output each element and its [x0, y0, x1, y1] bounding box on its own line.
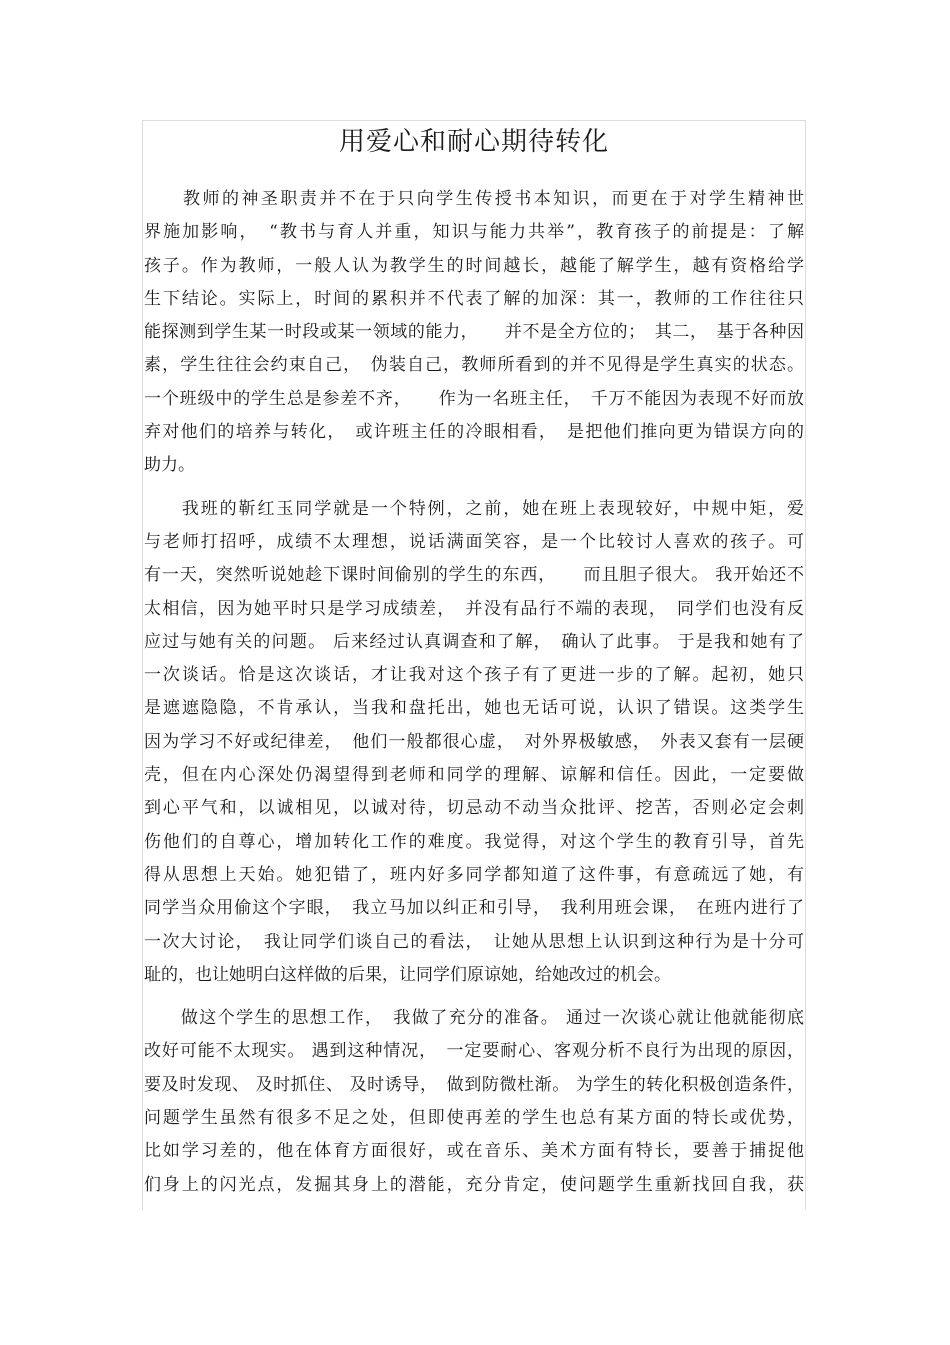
text-line: 壳，但在内心深处仍渴望得到老师和同学的理解、谅解和信任。因此，一定要做 [144, 765, 804, 786]
text-line: 是遮遮隐隐，不肯承认，当我和盘托出，她也无话可说，认识了错误。这类学生 [144, 698, 804, 719]
text-line: 太相信，因为她平时只是学习成绩差， 并没有品行不端的表现， 同学们也没有反 [144, 598, 804, 619]
document-title: 用爱心和耐心期待转化 [338, 127, 609, 157]
text-line: 应过与她有关的问题。 后来经过认真调查和了解， 确认了此事。 于是我和她有了 [144, 631, 804, 652]
text-line: 到心平气和，以诚相见，以诚对待，切忌动不动当众批评、挖苦，否则必定会刺 [144, 798, 804, 819]
paragraph-2 [144, 493, 804, 992]
text-line: 教师的神圣职责并不在于只向学生传授书本知识，而更在于对学生精神世 [144, 189, 804, 209]
text-line: 做这个学生的思想工作， 我做了充分的准备。 通过一次谈心就让他就能彻底 [144, 1008, 804, 1029]
text-line: 孩子。作为教师，一般人认为教学生的时间越长，越能了解学生，越有资格给学 [144, 255, 804, 276]
text-line: 一次大讨论， 我让同学们谈自己的看法， 让她从思想上认识到这种行为是十分可 [144, 931, 804, 952]
text-line: 助力。 [144, 455, 195, 476]
text-line: 因为学习不好或纪律差， 他们一般都很心虚， 对外界极敏感， 外表又套有一层硬 [144, 731, 804, 752]
text-line: 同学当众用偷这个字眼， 我立马加以纠正和引导， 我利用班会课， 在班内进行了 [144, 898, 804, 919]
text-line: 耻的，也让她明白这样做的后果，让同学们原谅她，给她改过的机会。 [144, 964, 671, 985]
document-body [144, 183, 804, 1212]
text-line: 我班的靳红玉同学就是一个特例，之前，她在班上表现较好，中规中矩，爱 [144, 498, 804, 519]
text-line: 问题学生虽然有很多不足之处，但即使再差的学生也总有某方面的特长或优势， [144, 1108, 804, 1129]
text-line: 生下结论。实际上，时间的累积并不代表了解的加深：其一，教师的工作往往只 [144, 288, 804, 309]
text-line: 弃对他们的培养与转化， 或许班主任的冷眼相看， 是把他们推向更为错误方向的 [144, 422, 804, 443]
text-line: 一次谈话。恰是这次谈话，才让我对这个孩子有了更进一步的了解。起初，她只 [144, 665, 804, 686]
text-line: 比如学习差的，他在体育方面很好，或在音乐、美术方面有特长，要善于捕捉他 [144, 1141, 804, 1162]
paragraph-1 [144, 183, 804, 483]
text-line: 伤他们的自尊心，增加转化工作的难度。我觉得，对这个学生的教育引导，首先 [144, 831, 804, 852]
text-line: 们身上的闪光点，发掘其身上的潜能，充分肯定，使问题学生重新找回自我，获 [144, 1174, 804, 1195]
text-line: 要及时发现、 及时抓住、 及时诱导， 做到防微杜渐。 为学生的转化积极创造条件， [144, 1074, 804, 1095]
text-line: 改好可能不太现实。 遇到这种情况， 一定要耐心、客观分析不良行为出现的原因， [144, 1041, 804, 1062]
text-line: 一个班级中的学生总是参差不齐， 作为一名班主任， 千万不能因为表现不好而放 [144, 388, 804, 409]
paragraph-3 [144, 1002, 804, 1202]
text-line: 有一天，突然听说她趁下课时间偷别的学生的东西， 而且胆子很大。 我开始还不 [144, 565, 804, 586]
text-line: 界施加影响， “教书与育人并重，知识与能力共举”，教育孩子的前提是：了解 [144, 222, 804, 243]
text-line: 素，学生往往会约束自己， 伪装自己，教师所看到的并不见得是学生真实的状态。 [144, 355, 804, 376]
text-line: 与老师打招呼，成绩不太理想，说话满面笑容，是一个比较讨人喜欢的孩子。可 [144, 531, 804, 552]
text-line: 能探测到学生某一时段或某一领域的能力， 并不是全方位的； 其二， 基于各种因 [144, 322, 804, 343]
text-line: 得从思想上天始。她犯错了，班内好多同学都知道了这件事，有意疏远了她，有 [144, 864, 804, 885]
